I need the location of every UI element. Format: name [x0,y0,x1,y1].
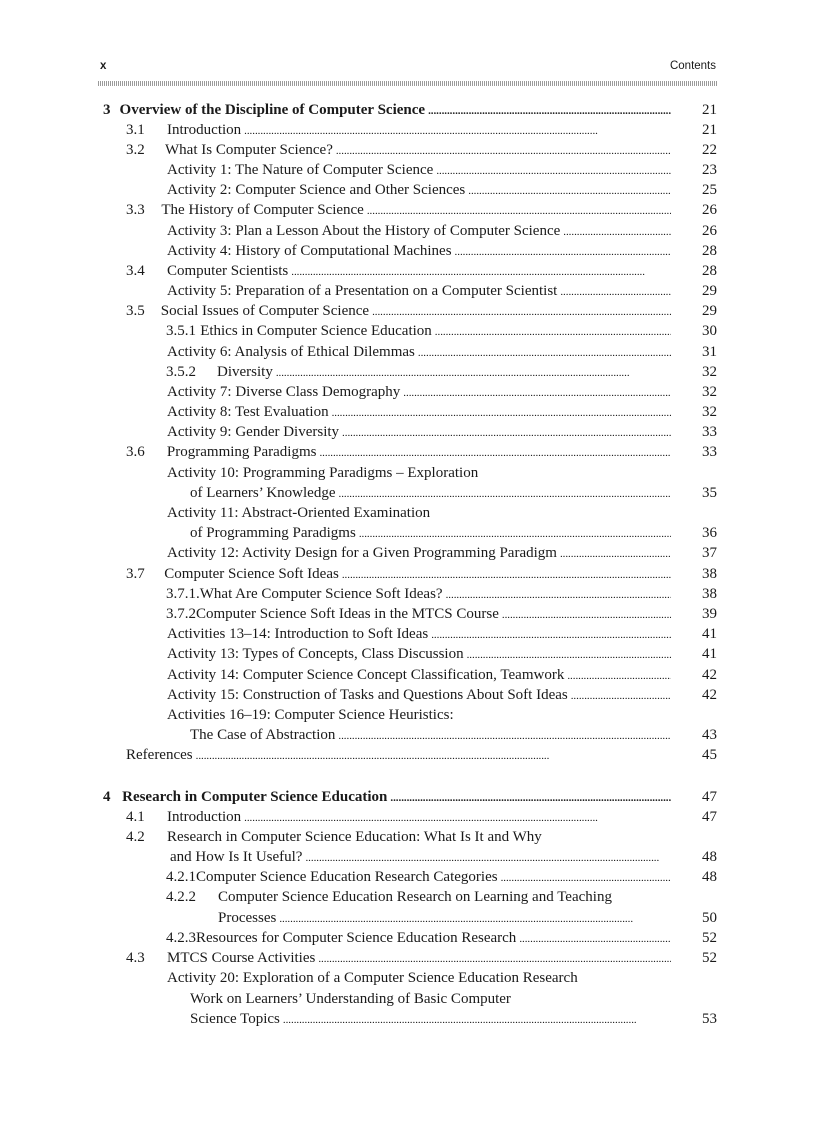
toc-activity [167,382,675,402]
toc-page: 21 [702,102,717,118]
dot-leader [560,282,671,302]
toc-activity [167,342,675,362]
dot-leader [336,141,671,161]
toc-page: 33 [702,444,717,460]
dot-leader [318,949,671,969]
toc-number: 3.4 [126,263,145,279]
toc-number: 4.3 [126,950,145,966]
dot-leader [372,302,671,322]
toc-activity [167,624,675,644]
toc-references [126,745,675,765]
toc-number: 3.5.1 [166,323,196,339]
page-number-roman: x [100,60,107,72]
toc-page: 29 [702,303,717,319]
toc-title: Diversity [217,364,273,380]
dot-leader [428,101,671,121]
toc-activity-continued [190,483,675,503]
toc-section [126,564,675,584]
toc-page: 28 [702,263,717,279]
toc-page: 41 [702,626,717,642]
dot-leader [468,181,671,201]
toc-section [126,807,675,827]
toc-page: 42 [702,687,717,703]
toc-title: Computer Science Education Research on Learning and Teaching [218,889,612,905]
toc-subsection-continued [218,908,675,928]
toc-number: 3.5.2 [166,364,196,380]
toc-number: 4.2.3 [166,930,196,946]
dot-leader [332,403,671,423]
toc-number: 3.7.1. [166,586,200,602]
toc-title: Activity 15: Construction of Tasks and Questions About Soft Ideas [167,687,568,703]
dot-leader [291,262,671,282]
toc-number: 3.6 [126,444,145,460]
dot-leader [276,363,671,383]
toc-title: Introduction [167,809,242,825]
toc-title: of Learners’ Knowledge [190,485,336,501]
toc-section [126,200,675,220]
toc-activity [167,665,675,685]
toc-page: 22 [702,142,717,158]
toc-number: 4.2 [126,829,145,845]
toc-subsection [166,362,675,382]
toc-title: Activity 13: Types of Concepts, Class Discussion [167,646,464,662]
toc-page: 32 [702,384,717,400]
toc-number: 4.1 [126,809,145,825]
toc-title: References [126,747,193,763]
toc-page: 41 [702,646,717,662]
toc-title: Activity 20: Exploration of a Computer Science Education Research [167,970,578,986]
dot-leader [519,929,671,949]
toc-subsection [166,604,675,624]
toc-page: 36 [702,525,717,541]
toc-page: 45 [702,747,717,763]
toc-number: 4 [103,789,111,805]
toc-title: Activities 13–14: Introduction to Soft Ideas [167,626,429,642]
toc-activity-continued [190,523,675,543]
toc-title: and How Is It Useful? [170,849,303,865]
toc-page: 47 [702,809,717,825]
toc-number: 3.7 [126,566,145,582]
dot-leader [436,161,671,181]
toc-page: 30 [702,323,717,339]
dot-leader [279,909,671,929]
toc-section [126,301,675,321]
toc-activity [167,644,675,664]
toc-page: 26 [702,202,717,218]
toc-title: Programming Paradigms [166,444,317,460]
toc-number: 4.2.2 [166,889,196,905]
dot-leader [244,121,671,141]
toc-page: 52 [702,950,717,966]
dot-leader [502,605,671,625]
toc-page: 37 [702,545,717,561]
toc-title: Overview of the Discipline of Computer Science [119,102,426,118]
dot-leader [244,808,671,828]
toc-title: Activity 11: Abstract-Oriented Examination [167,505,431,521]
dot-leader [390,788,671,808]
toc-activity [167,503,675,523]
toc-section-continued [170,847,675,867]
toc-activity [167,543,675,563]
toc-page: 23 [702,162,717,178]
toc-activity [167,221,675,241]
toc-page: 32 [702,364,717,380]
dot-leader [319,443,671,463]
toc-chapter-4 [103,787,675,807]
toc-section [126,948,675,968]
toc-chapter-3 [103,100,675,120]
toc-title: of Programming Paradigms [190,525,356,541]
toc-title: Activity 9: Gender Diversity [167,424,340,440]
toc-page: 52 [702,930,717,946]
toc-activity [167,968,675,988]
dot-leader [338,726,671,746]
toc-activity-continued [190,725,675,745]
toc-title: Activity 8: Test Evaluation [167,404,329,420]
dot-leader [418,343,671,363]
toc-number: 3.5 [126,303,145,319]
toc-title: Activity 7: Diverse Class Demography [167,384,401,400]
toc-section [126,827,675,847]
dot-leader [196,746,671,766]
dot-leader [342,423,671,443]
toc-title: Activity 2: Computer Science and Other Sciences [167,182,466,198]
toc-title: Activity 14: Computer Science Concept Classification, Teamwork [167,667,565,683]
toc-title: Activity 4: History of Computational Machines [167,243,452,259]
toc-page: 43 [702,727,717,743]
dot-leader [567,666,671,686]
dot-leader [342,565,671,585]
toc-page: 38 [702,566,717,582]
toc-page: 42 [702,667,717,683]
toc-activity [167,241,675,261]
toc-subsection [166,321,675,341]
toc-activity [167,160,675,180]
toc-page: 26 [702,223,717,239]
toc-title: Research in Computer Science Education [122,789,388,805]
toc-title: Computer Science Education Research Categories [196,869,498,885]
toc-number: 3.1 [126,122,145,138]
dot-leader [571,686,671,706]
toc-page: 21 [702,122,717,138]
toc-title: The Case of Abstraction [190,727,336,743]
toc-activity [167,402,675,422]
toc-title: What Is Computer Science? [165,142,333,158]
toc-subsection [166,584,675,604]
toc-title: Activity 12: Activity Design for a Given Programming Paradigm [167,545,557,561]
dot-leader [283,1010,671,1030]
toc-section [126,261,675,281]
dot-leader [403,383,671,403]
toc-page: 50 [702,910,717,926]
dot-leader [339,484,672,504]
dot-leader [560,544,671,564]
toc-title: Work on Learners’ Understanding of Basic Computer [190,991,511,1007]
dot-leader [455,242,671,262]
dot-leader [501,868,671,888]
toc-activity-continued [190,1009,675,1029]
dot-leader [435,322,671,342]
toc-number: 3.3 [126,202,145,218]
dot-leader [563,222,671,242]
toc-page: 39 [702,606,717,622]
toc-page: 38 [702,586,717,602]
toc-subsection [166,887,675,907]
toc-section [126,120,675,140]
toc-title: Computer Science Soft Ideas [164,566,339,582]
toc-page: 35 [702,485,717,501]
toc-page: 53 [702,1011,717,1027]
toc-title: Introduction [167,122,242,138]
dot-leader [367,201,671,221]
toc-activity [167,422,675,442]
toc-page: 48 [702,869,717,885]
toc-title: What Are Computer Science Soft Ideas? [199,586,443,602]
toc-title: Processes [218,910,277,926]
toc-title: Ethics in Computer Science Education [200,323,432,339]
toc-page: 25 [702,182,717,198]
toc-title: Activity 5: Preparation of a Presentation on a Computer Scientist [167,283,558,299]
toc-title: Activity 6: Analysis of Ethical Dilemmas [167,344,415,360]
toc-activity [167,463,675,483]
toc-page: 32 [702,404,717,420]
toc-activity-continued [190,989,675,1009]
toc-number: 3.2 [126,142,145,158]
dot-leader [305,848,671,868]
toc-number: 3 [103,102,111,118]
toc-number: 4.2.1 [166,869,196,885]
toc-section [126,442,675,462]
toc-activity [167,281,675,301]
running-header [98,58,717,78]
running-title: Contents [669,60,716,72]
dot-leader [359,524,671,544]
toc-title: Computer Science Soft Ideas in the MTCS Course [196,606,499,622]
toc-subsection [166,928,675,948]
toc-page: 47 [702,789,717,805]
toc-section [126,140,675,160]
toc-title: Computer Scientists [167,263,289,279]
toc-title: Activity 10: Programming Paradigms – Exploration [167,465,479,481]
dot-leader [446,585,671,605]
toc-title: Social Issues of Computer Science [160,303,370,319]
toc-page: 31 [702,344,717,360]
dot-leader [431,625,671,645]
toc-activity [167,705,675,725]
toc-activity [167,180,675,200]
toc-title: Science Topics [190,1011,280,1027]
toc-title: Activity 3: Plan a Lesson About the History of Computer Science [167,223,561,239]
toc-title: MTCS Course Activities [167,950,316,966]
toc-title: The History of Computer Science [161,202,364,218]
toc-page: 33 [702,424,717,440]
toc-subsection [166,867,675,887]
dot-leader [467,645,671,665]
header-rule [98,81,717,86]
toc-title: Resources for Computer Science Education Research [196,930,517,946]
toc-title: Activities 16–19: Computer Science Heuristics: [167,707,454,723]
toc-number: 3.7.2 [166,606,196,622]
toc-title: Activity 1: The Nature of Computer Science [167,162,434,178]
toc-title: Research in Computer Science Education: What Is It and Why [167,829,542,845]
toc-activity [167,685,675,705]
toc-page: 28 [702,243,717,259]
toc-page: 48 [702,849,717,865]
toc-page: 29 [702,283,717,299]
